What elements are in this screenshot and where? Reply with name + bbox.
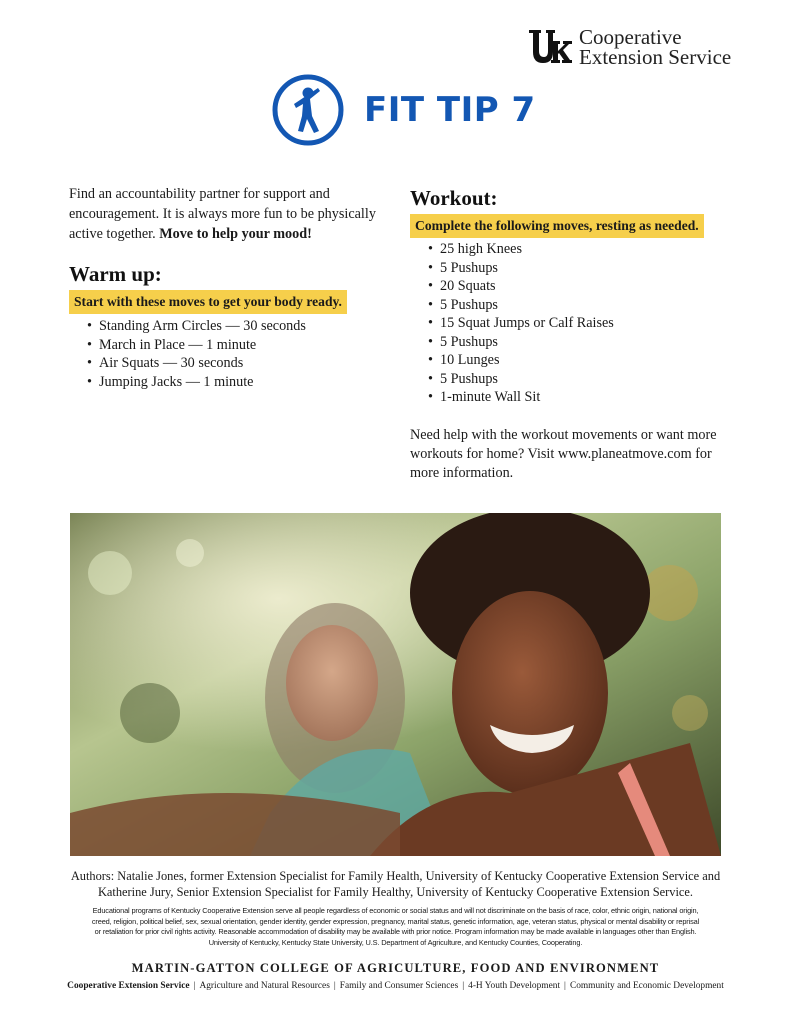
workout-heading: Workout: bbox=[410, 186, 498, 210]
list-item: • 1-minute Wall Sit bbox=[428, 388, 614, 407]
unit-agriculture: Agriculture and Natural Resources bbox=[199, 981, 330, 991]
list-item: • 5 Pushups bbox=[428, 259, 614, 278]
unit-community: Community and Economic Development bbox=[569, 981, 724, 991]
workout-list bbox=[428, 240, 614, 407]
unit-family-consumer: Family and Consumer Sciences bbox=[339, 981, 459, 991]
list-item: • 5 Pushups bbox=[428, 296, 614, 315]
intro-bold: Move to help your mood! bbox=[159, 226, 312, 242]
workout-highlight: Complete the following moves, resting as needed. bbox=[410, 214, 704, 238]
separator: | bbox=[564, 981, 566, 991]
intro-text: Find an accountability partner for support and encouragement. It is always more fun to be physically active together. bbox=[69, 186, 376, 242]
photo-illustration bbox=[70, 513, 721, 856]
list-item: • Standing Arm Circles — 30 seconds bbox=[87, 317, 306, 336]
page-title: FIT TIP 7 bbox=[364, 90, 536, 130]
authors bbox=[60, 868, 731, 900]
warmup-list bbox=[87, 317, 306, 391]
list-item: • Jumping Jacks — 1 minute bbox=[87, 373, 306, 392]
stretching-person-icon bbox=[272, 74, 344, 146]
brand-logo bbox=[527, 26, 731, 68]
separator: | bbox=[193, 981, 196, 991]
list-item: • 5 Pushups bbox=[428, 370, 614, 389]
list-item: • 5 Pushups bbox=[428, 333, 614, 352]
separator: | bbox=[333, 981, 336, 991]
intro-paragraph bbox=[69, 184, 389, 244]
warmup-heading: Warm up: bbox=[69, 262, 162, 286]
authors-line1: Authors: Natalie Jones, former Extension Specialist for Family Health, University of Kentucky Cooperative Extension Service and bbox=[70, 869, 721, 883]
separator: | bbox=[462, 981, 465, 991]
brand-line1: Cooperative bbox=[579, 25, 682, 49]
brand-line2: Extension Service bbox=[579, 45, 732, 69]
program-units bbox=[0, 981, 791, 991]
list-item: • 15 Squat Jumps or Calf Raises bbox=[428, 314, 614, 333]
unit-cooperative-extension: Cooperative Extension Service bbox=[67, 981, 190, 991]
authors-line2: Katherine Jury, Senior Extension Specialist for Family Healthy, University of Kentucky Cooperative Extension Service. bbox=[97, 885, 694, 899]
women-exercising-photo bbox=[70, 513, 721, 856]
help-paragraph: Need help with the workout movements or want more workouts for home? Visit www.planeatmove.com for more information. bbox=[410, 427, 717, 481]
brand-name bbox=[579, 27, 731, 67]
list-item: • Air Squats — 30 seconds bbox=[87, 354, 306, 373]
list-item: • 25 high Knees bbox=[428, 240, 614, 259]
uk-logo-icon bbox=[527, 27, 573, 67]
legal-notice: Educational programs of Kentucky Cooperative Extension serve all people regardless of economic or social status and will not discriminate on the basis of race, color, ethnic origin, national origin, creed, religion, political belief, sex, sexual orientation, gender identity, gender expression, pregnancy, marital status, genetic information, age, veteran status, physical or mental disability or reprisal or retaliation for prior civil rights activity. Reasonable accommodation of disability may be available with prior notice. Program information may be made available in languages other than English. University of Kentucky, Kentucky State University, U.S. Department of Agriculture, and Kentucky Counties, Cooperating. bbox=[91, 906, 700, 947]
list-item: • 10 Lunges bbox=[428, 351, 614, 370]
unit-4h: 4-H Youth Development bbox=[468, 981, 561, 991]
college-name: MARTIN-GATTON COLLEGE OF AGRICULTURE, FOOD AND ENVIRONMENT bbox=[131, 961, 660, 975]
page-header bbox=[272, 74, 536, 146]
warmup-highlight: Start with these moves to get your body ready. bbox=[69, 290, 347, 314]
list-item: • March in Place — 1 minute bbox=[87, 336, 306, 355]
list-item: • 20 Squats bbox=[428, 277, 614, 296]
